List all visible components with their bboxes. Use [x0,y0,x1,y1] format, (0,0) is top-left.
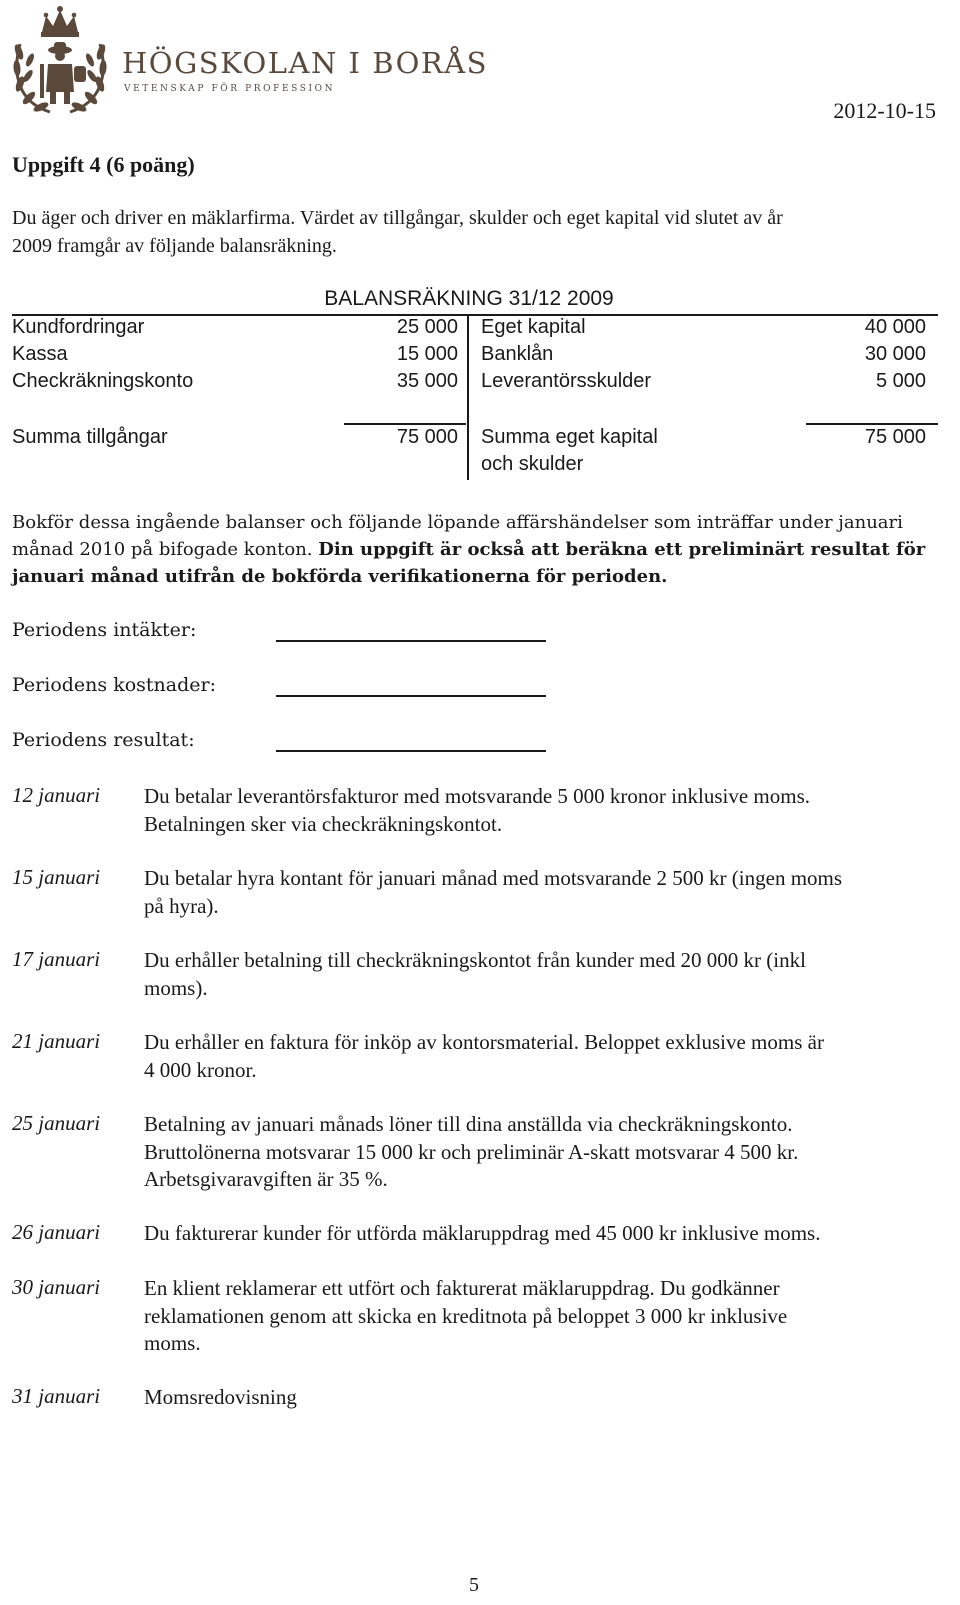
asset-value: 15 000 [396,343,458,365]
intro-line-1: Du äger och driver en mäklarfirma. Värdet av tillgångar, skulder och eget kapital vid slutet av år [12,207,783,229]
assets-sum-rule [344,423,466,425]
page-number: 5 [469,1574,479,1596]
document-date: 2012-10-15 [833,98,936,123]
total-assets-label: Summa tillgångar [12,426,168,448]
period-costs-field[interactable] [276,695,546,697]
transaction-text [144,1029,934,1084]
transaction-text [144,1220,934,1248]
balance-sheet-title: BALANSRÄKNING 31/12 2009 [324,287,614,310]
period-income-label: Periodens intäkter: [12,619,197,641]
period-costs-label: Periodens kostnader: [12,674,216,696]
transaction-date: 26 januari [12,1220,101,1244]
asset-label: Checkräkningskonto [12,370,194,392]
transaction-text [144,1275,934,1358]
university-logo [10,4,110,116]
university-tagline: VETENSKAP FÖR PROFESSION [124,84,336,94]
total-assets-value: 75 000 [396,426,458,448]
transaction-line: 4 000 kronor. [144,1057,257,1082]
transaction-line: Du betalar leverantörsfakturor med motsvarande 5 000 kronor inklusive moms. [144,784,810,808]
total-liabilities-label: Summa eget kapital [481,426,658,448]
transaction-line: Arbetsgivaravgiften är 35 %. [144,1167,388,1191]
transaction-line: Betalningen sker via checkräkningskontot. [144,811,503,836]
liability-value: 5 000 [875,370,926,392]
total-liabilities-label-cont: och skulder [481,453,584,475]
transaction-text [144,783,934,838]
transaction-date: 31 januari [12,1384,101,1408]
transaction-line: reklamationen genom att skicka en kreditnota på beloppet 3 000 kr inklusive [144,1303,788,1328]
liabilities-sum-rule [806,423,938,425]
asset-value: 35 000 [396,370,458,392]
transaction-text [144,865,934,920]
balance-sheet-center-rule [467,314,469,480]
transaction-line: Bruttolönerna motsvarar 15 000 kr och preliminär A-skatt motsvarar 4 500 kr. [144,1139,799,1164]
task-title: Uppgift 4 (6 poäng) [12,152,195,177]
transaction-date: 21 januari [12,1029,101,1053]
instruction-line-3 [12,563,938,590]
period-result-label: Periodens resultat: [12,729,195,751]
liability-value: 40 000 [864,316,926,338]
transaction-line: Du betalar hyra kontant för januari månad med motsvarande 2 500 kr (ingen moms [144,866,843,890]
liability-label: Eget kapital [481,316,586,338]
transaction-line: En klient reklamerar ett utfört och fakturerat mäklaruppdrag. Du godkänner [144,1276,780,1300]
transaction-line: Betalning av januari månads löner till dina anställda via checkräkningskonto. [144,1112,793,1136]
period-result-field[interactable] [276,750,546,752]
transaction-date: 15 januari [12,865,101,889]
transaction-text [144,1111,934,1194]
transaction-line: moms. [144,1331,201,1355]
transaction-line: Du erhåller betalning till checkräkningskontot från kunder med 20 000 kr (inkl [144,948,806,972]
transaction-line: på hyra). [144,893,219,918]
university-name: HÖGSKOLAN I BORÅS [122,46,488,80]
balance-sheet-top-rule [12,314,938,316]
transaction-text [144,947,934,1002]
transaction-text [144,1384,934,1412]
transaction-date: 30 januari [12,1275,101,1299]
transaction-date: 17 januari [12,947,101,971]
transaction-line: moms). [144,975,208,1000]
liability-label: Banklån [481,343,554,365]
period-income-field[interactable] [276,640,546,642]
intro-line-2: 2009 framgår av följande balansräkning. [12,235,337,257]
asset-label: Kassa [12,343,68,365]
liability-label: Leverantörsskulder [481,370,652,392]
transaction-date: 12 januari [12,783,101,807]
instruction-line-2-bold: Din uppgift är också att beräkna ett preliminärt resultat för [318,539,926,560]
transaction-date: 25 januari [12,1111,101,1135]
instruction-line-1: Bokför dessa ingående balanser och följande löpande affärshändelser som inträffar under januari [12,512,903,533]
transaction-line: Du fakturerar kunder för utförda mäklaruppdrag med 45 000 kr inklusive moms. [144,1221,821,1245]
transaction-line: Du erhåller en faktura för inköp av kontorsmaterial. Beloppet exklusive moms är [144,1030,824,1054]
asset-value: 25 000 [396,316,458,338]
instruction-line-2-plain: månad 2010 på bifogade konton. [12,539,319,560]
total-liabilities-value: 75 000 [864,426,926,448]
asset-label: Kundfordringar [12,316,145,338]
liability-value: 30 000 [864,343,926,365]
instruction-line-3-bold: januari månad utifrån de bokförda verifikationerna för perioden. [12,566,668,587]
instruction-line-2 [12,536,938,563]
transaction-line: Momsredovisning [144,1385,297,1409]
